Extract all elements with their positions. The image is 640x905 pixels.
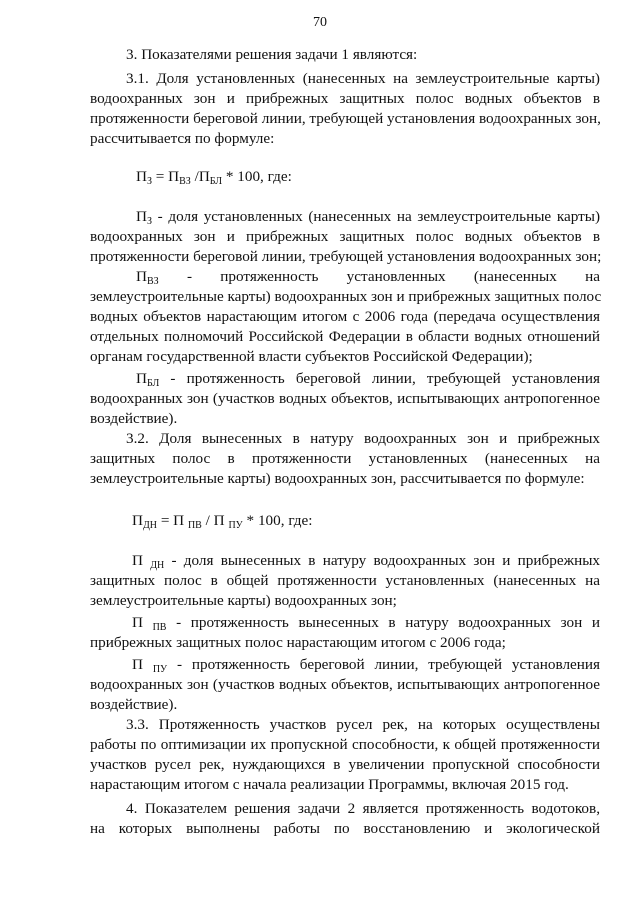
text-line: защитных полос в общей протяженности установленных (нанесенных на [90,572,600,589]
formula-2: $П_{ДН} = П$ $_{ПВ}$ / П $_{ПУ}$ * 100, где: [132,512,313,531]
text-line: протяженности береговой линии, требующей установления водоохранных зон; [90,248,602,265]
text-line: водоохранных зон и прибрежных защитных полос водных объектов в [90,228,600,245]
formula-1: $П_З = П_{ВЗ}$ $/П_{БЛ} * 100$, где: [136,168,292,187]
text-line: землеустроительные карты) водоохранных зон, рассчитывается по формуле: [90,470,585,487]
text-line: защитных полос в протяженности установленных (нанесенных на [90,450,600,467]
text-line: на которых выполнены работы по восстановлению и экологической [90,820,600,837]
text-line: органам государственной власти субъектов Российской Федерации); [90,348,533,365]
definition-line: П $_{ПВ}$ - протяженность вынесенных в натуру водоохранных зон и [132,614,600,633]
definition-line: $П_{ВЗ}$ - протяженность установленных (нанесенных на [136,268,600,287]
text-line: 3.1. Доля установленных (нанесенных на землеустроительные карты) [126,70,600,87]
text-line: водоохранных зон (участков водных объектов, испытывающих антропогенное [90,390,600,407]
paragraph-heading: 3. Показателями решения задачи 1 являются: [126,46,418,63]
text-line: водоохранных зон и прибрежных защитных полос водных объектов в [90,90,600,107]
text-line: прибрежных защитных полос нарастающим итогом с 2006 года; [90,634,506,651]
page-number: 70 [313,15,327,30]
text-line: рассчитывается по формуле: [90,130,275,147]
text-line: работы по оптимизации их пропускной способности, к общей протяженности [90,736,600,753]
text-line: протяженности береговой линии, требующей установления водоохранных зон, [90,110,601,127]
text-line: землеустроительные карты) водоохранных зон и прибрежных защитных полос [90,288,602,305]
text-line: воздействие). [90,410,178,427]
text-line: землеустроительные карты) водоохранных зон; [90,592,397,609]
text-line: 4. Показателем решения задачи 2 является протяженность водотоков, [126,800,600,817]
text-line: воздействие). [90,696,178,713]
definition-line: П $_{ДН}$ - доля вынесенных в натуру водоохранных зон и прибрежных [132,552,600,571]
text-line: водоохранных зон (участков водных объектов, испытывающих антропогенное [90,676,600,693]
text-line: 3.2. Доля вынесенных в натуру водоохранных зон и прибрежных [126,430,600,447]
text-line: отдельных полномочий Российской Федерации в области водных отношений [90,328,600,345]
text-line: водных объектов нарастающим итогом с 2006 года (передача осуществления [90,308,600,325]
text-line: 3.3. Протяженность участков русел рек, на которых осуществлены [126,716,600,733]
text-line: нарастающим итогом с начала реализации Программы, включая 2015 год. [90,776,569,793]
definition-line: $П_З$ - доля установленных (нанесенных на землеустроительные карты) [136,208,600,227]
definition-line: П $_{ПУ}$ - протяженность береговой линии, требующей установления [132,656,601,675]
text-line: участков русел рек, нуждающихся в увеличении пропускной способности [90,756,600,773]
definition-line: $П_{БЛ}$ - протяженность береговой линии, требующей установления [136,370,600,389]
